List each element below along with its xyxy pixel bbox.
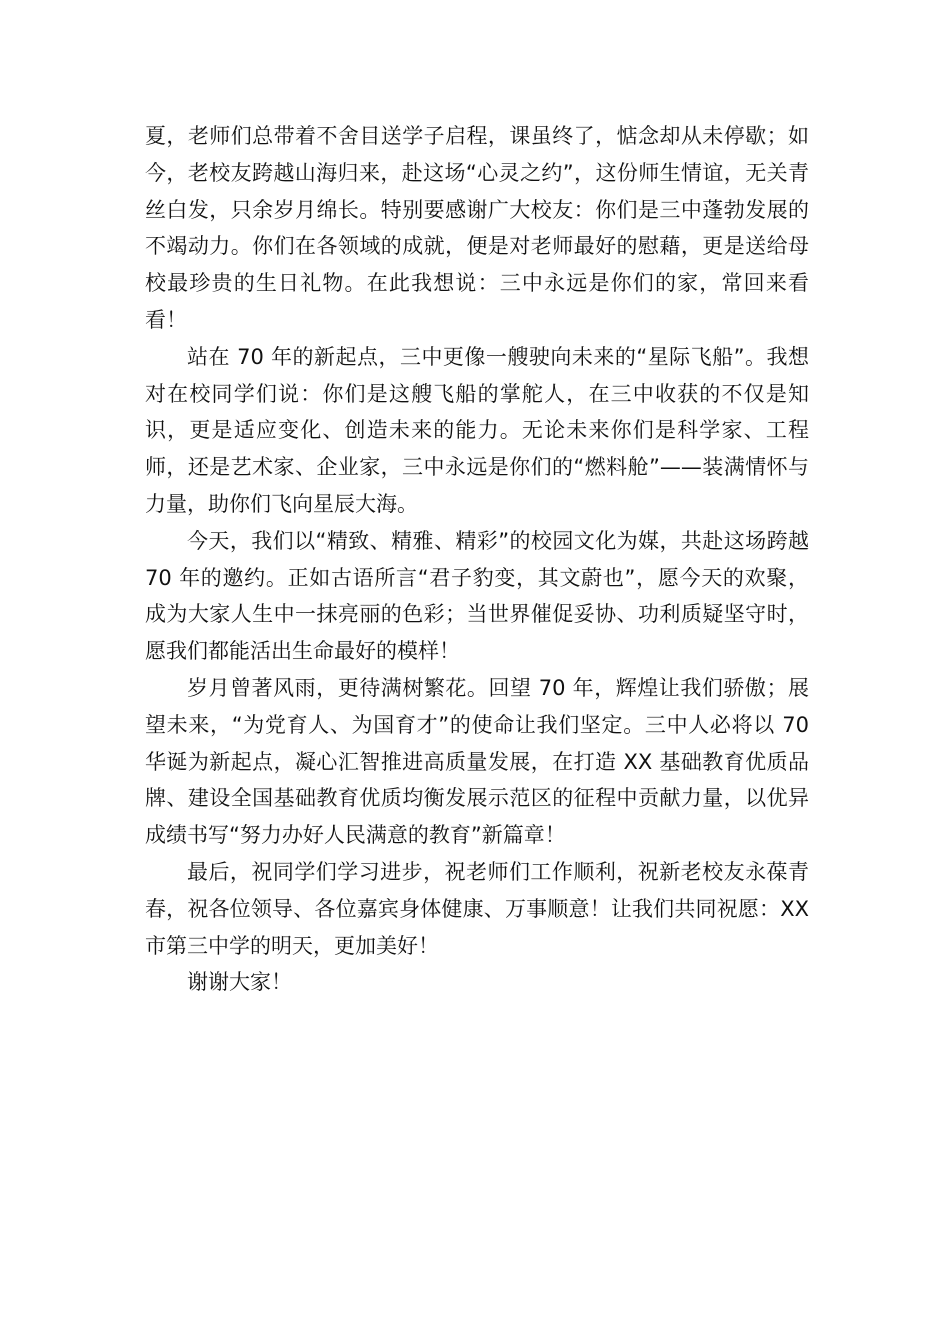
paragraph-closing-wishes: 最后，祝同学们学习进步，祝老师们工作顺利，祝新老校友永葆青春，祝各位领导、各位嘉宾身体健康、万事顺意！让我们共同祝愿：XX 市第三中学的明天，更加美好！ <box>145 859 816 958</box>
paragraph-starship: 站在 70 年的新起点，三中更像一艘驶向未来的“星际飞船”。我想对在校同学们说：你们是这艘飞船的掌舵人，在三中收获的不仅是知识，更是适应变化、创造未来的能力。无论未来你们是科学家、工程师，还是艺术家、企业家，三中永远是你们的“燃料舱”——装满情怀与力量，助你们飞向星辰大海。 <box>145 344 809 516</box>
paragraph-campus-culture: 今天，我们以“精致、精雅、精彩”的校园文化为媒，共赴这场跨越 70 年的邀约。正如古语所言“君子豹变，其文蔚也”，愿今天的欢聚，成为大家人生中一抹亮丽的色彩；当世界催促妥协、功利质疑坚守时，愿我们都能活出生命最好的模样！ <box>145 528 816 664</box>
speech-body <box>145 118 816 1001</box>
paragraph-alumni-thanks: 夏，老师们总带着不舍目送学子启程，课虽终了，惦念却从未停歇；如今，老校友跨越山海归来，赴这场“心灵之约”，这份师生情谊，无关青丝白发，只余岁月绵长。特别要感谢广大校友：你们是三中蓬勃发展的不竭动力。你们在各领域的成就，便是对老师最好的慰藉，更是送给母校最珍贵的生日礼物。在此我想说：三中永远是你们的家，常回来看看！ <box>145 124 809 332</box>
paragraph-future-outlook: 岁月曾著风雨，更待满树繁花。回望 70 年，辉煌让我们骄傲；展望未来，“为党育人、为国育才”的使命让我们坚定。三中人必将以 70 华诞为新起点，凝心汇智推进高质量发展，在打造 XX 基础教育优质品牌、建设全国基础教育优质均衡发展示范区的征程中贡献力量，以优异成绩书写“努力办好人民满意的教育”新篇章！ <box>145 675 816 848</box>
paragraph-thanks: 谢谢大家！ <box>187 970 292 995</box>
